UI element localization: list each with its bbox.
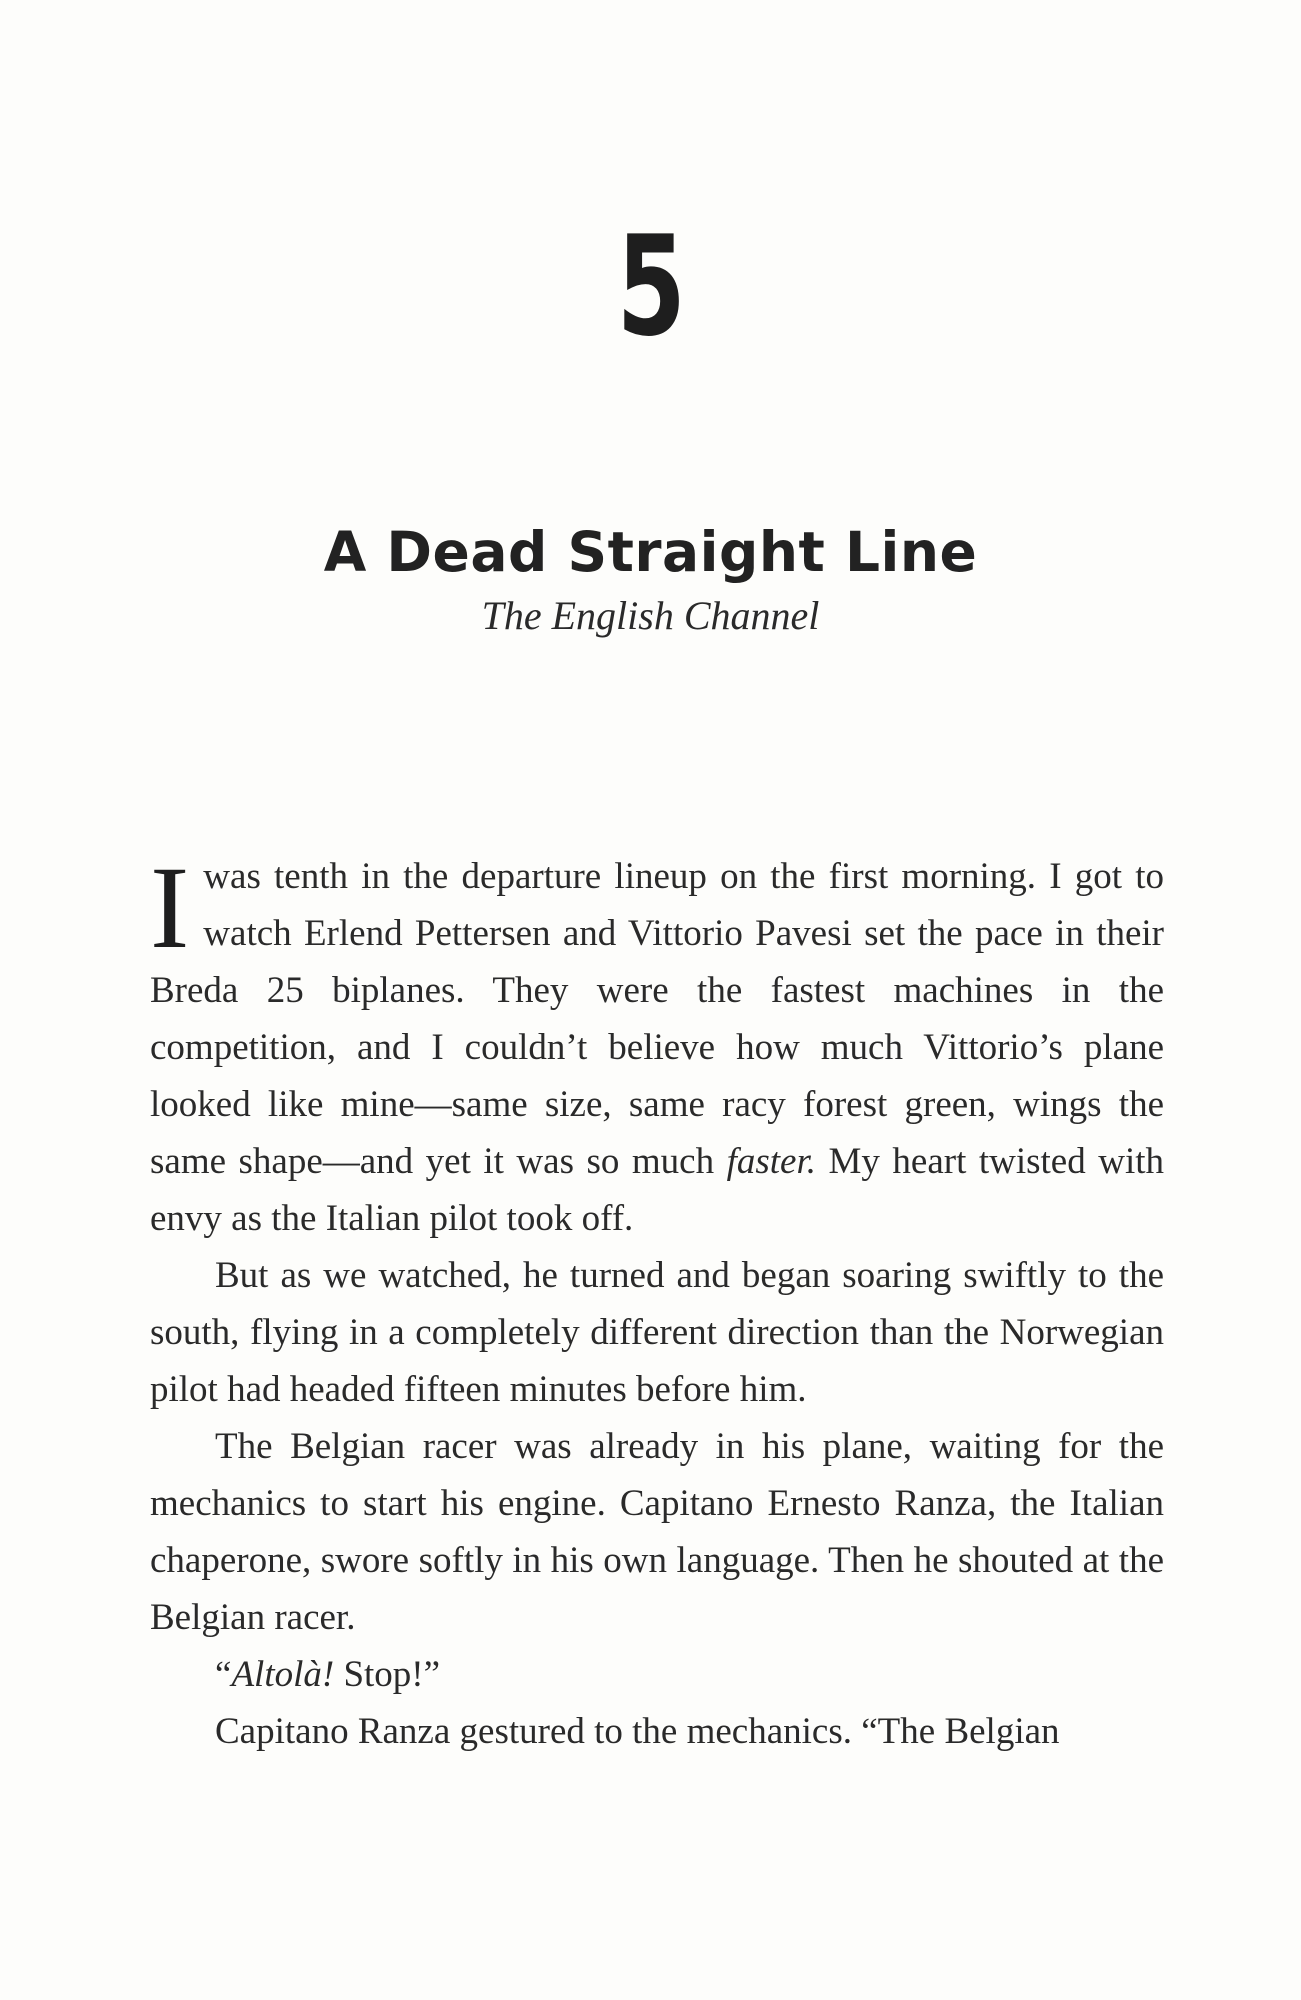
paragraph-5: Capitano Ranza gestured to the mechanics. “The Belgian	[215, 1711, 1060, 1752]
paragraph-1-text-a: was tenth in the departure lineup on the first morning. I got to watch Erlend Pettersen and Vittorio Pavesi set the pace in their Breda 25 biplanes. They were the fastest machines in the competition, and I couldn’t believe how much Vittorio’s plane looked like mine—same size, same racy forest green, wings the same shape—and yet it was so much	[150, 856, 1164, 1182]
paragraph-1-text-b: My heart twisted with envy as the Italian pilot took off.	[150, 1141, 1165, 1239]
paragraph-4-italic: Altolà!	[231, 1654, 335, 1695]
chapter-subtitle: The English Channel	[481, 593, 820, 638]
paragraph-4-rest: Stop!”	[334, 1654, 441, 1695]
paragraph-2: But as we watched, he turned and began soaring swiftly to the south, flying in a completely different direction than the Norwegian pilot had headed fifteen minutes before him.	[150, 1255, 1164, 1410]
paragraph-1-italic: faster.	[726, 1141, 817, 1182]
chapter-number: 5	[616, 206, 685, 367]
paragraph-4-open-quote: “	[215, 1654, 232, 1695]
chapter-title: A Dead Straight Line	[323, 520, 978, 584]
body-text	[150, 842, 1165, 1760]
paragraph-3: The Belgian racer was already in his plane, waiting for the mechanics to start his engine. Capitano Ernesto Ranza, the Italian chaperone, swore softly in his own language. Then he shouted at the Belgian racer.	[150, 1426, 1164, 1638]
drop-cap: I	[150, 842, 190, 973]
paragraph-4	[150, 1646, 1164, 1703]
paragraph-1	[150, 842, 1165, 1247]
